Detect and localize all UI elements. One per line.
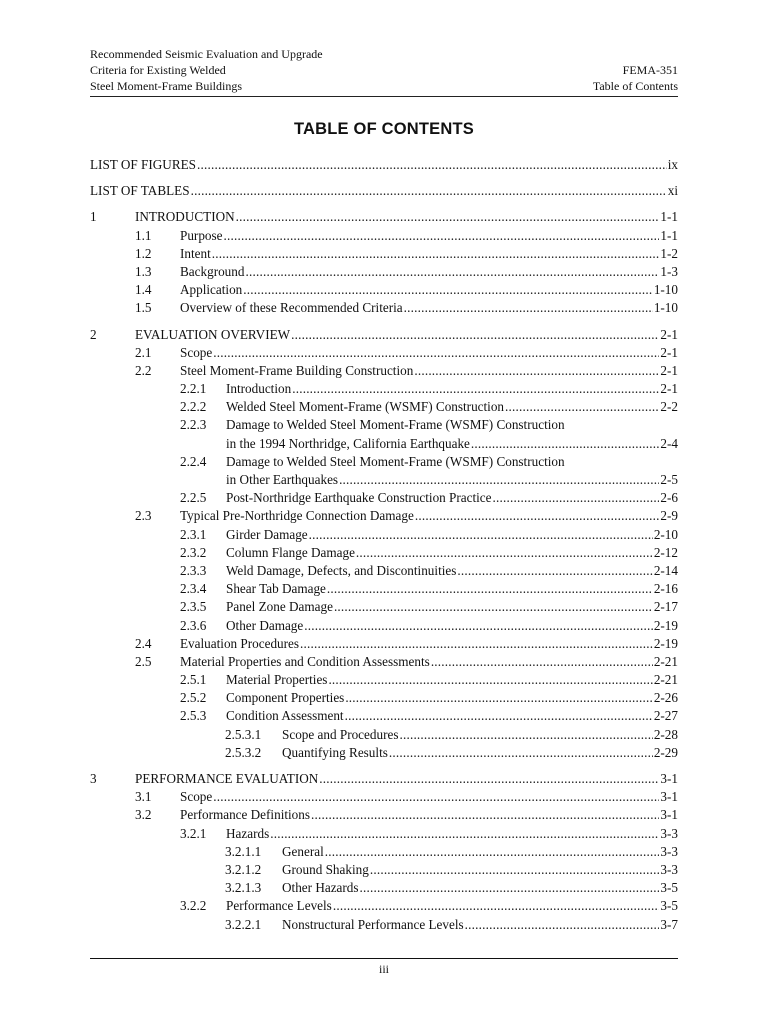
toc-entry-title: PERFORMANCE EVALUATION [135,770,319,788]
toc-entry-title: Overview of these Recommended Criteria [180,299,404,317]
dot-leader [370,861,660,879]
toc-entry[interactable] [90,580,678,598]
dot-leader [212,245,660,263]
dot-leader [471,435,660,453]
toc-entry[interactable] [90,671,678,689]
toc-entry-number: 2.5 [135,653,152,669]
toc-entry-number: 2.3 [135,508,152,524]
dot-leader [270,825,659,843]
toc-entry-title: Performance Definitions [180,806,311,824]
toc-entry-title: Purpose [180,227,224,245]
running-header-left [90,46,323,94]
header-left-line: Steel Moment-Frame Buildings [90,79,242,93]
dot-leader [292,380,659,398]
toc-entry[interactable] [90,182,678,200]
toc-entry-number: 1.4 [135,282,152,298]
toc-entry-number: 2.2.3 [180,417,207,433]
footer-rule [90,958,678,959]
toc-entry-number: 2.5.3.1 [225,726,262,742]
toc-entry-page: 1-10 [653,282,678,298]
toc-entry-title: Steel Moment-Frame Building Construction [180,362,414,380]
dot-leader [457,562,652,580]
table-of-contents [90,156,678,934]
toc-entry-page: ix [667,157,678,172]
dot-leader [415,507,660,525]
dot-leader [339,471,659,489]
toc-entry-page: 2-27 [653,708,678,724]
toc-entry-page: 2-26 [653,690,678,706]
toc-entry-page: 3-5 [660,898,678,914]
toc-entry[interactable] [90,471,678,489]
toc-entry-page: 3-7 [660,916,678,932]
toc-entry-title: Ground Shaking [282,861,370,879]
toc-entry-title: Other Damage [226,617,304,635]
header-left-line: Criteria for Existing Welded [90,63,226,77]
dot-leader [327,580,653,598]
toc-entry-number: 1.1 [135,227,152,243]
toc-entry-title: Post-Northridge Earthquake Construction Practice [226,489,493,507]
running-header-right [593,46,678,94]
toc-entry-title: Damage to Welded Steel Moment-Frame (WSMF) Construction [226,453,566,471]
dot-leader [360,879,660,897]
toc-entry-page: 2-4 [660,435,678,451]
toc-entry-title: Typical Pre-Northridge Connection Damage [180,507,415,525]
toc-entry[interactable] [90,245,678,263]
toc-entry[interactable] [90,380,678,398]
page-number: iii [378,962,389,976]
toc-entry-title: Introduction [226,380,292,398]
toc-entry-page: 3-1 [660,789,678,805]
toc-entry-page: 2-6 [660,490,678,506]
toc-entry[interactable] [90,263,678,281]
toc-entry[interactable] [90,299,678,317]
dot-leader [319,770,659,788]
toc-entry[interactable] [90,416,678,434]
toc-entry[interactable] [90,544,678,562]
toc-entry[interactable] [90,156,678,174]
toc-entry-number: 1.5 [135,300,152,316]
toc-entry[interactable] [90,806,678,824]
toc-entry-number: 3 [90,771,97,786]
dot-leader [505,398,659,416]
toc-entry-title: Material Properties [226,671,328,689]
toc-entry[interactable] [90,208,678,226]
toc-entry[interactable] [90,398,678,416]
toc-entry-title: Welded Steel Moment-Frame (WSMF) Construction [226,398,505,416]
toc-entry-title: Shear Tab Damage [226,580,327,598]
dot-leader [431,653,653,671]
dot-leader [404,299,653,317]
toc-entry-page: 2-1 [660,362,678,378]
dot-leader [334,598,653,616]
toc-entry[interactable] [90,916,678,934]
toc-entry-number: 1.2 [135,245,152,261]
page-title: TABLE OF CONTENTS [293,120,474,138]
toc-entry-title: Application [180,281,243,299]
toc-entry-number: 1.3 [135,263,152,279]
toc-entry-title: EVALUATION OVERVIEW [135,326,291,344]
toc-entry-page: xi [667,183,678,199]
toc-entry[interactable] [90,861,678,879]
toc-entry-number: 2.2.1 [180,381,207,397]
dot-leader [213,344,659,362]
toc-entry[interactable] [90,689,678,707]
toc-entry[interactable] [90,598,678,616]
toc-entry-title: in Other Earthquakes [226,471,339,489]
toc-entry-number: 3.2.1 [180,825,207,841]
toc-entry-page: 2-5 [660,472,678,487]
toc-entry[interactable] [90,825,678,843]
toc-entry[interactable] [90,227,678,245]
toc-entry[interactable] [90,281,678,299]
dot-leader [309,526,653,544]
dot-leader [197,156,667,174]
toc-entry[interactable] [90,362,678,380]
toc-entry-title: Scope and Procedures [282,726,399,744]
toc-entry-page: 3-5 [660,880,678,896]
toc-entry-number: 2.1 [135,344,152,360]
toc-entry-title: Component Properties [226,689,345,707]
toc-entry-title: Other Hazards [282,879,360,897]
dot-leader [236,208,660,226]
toc-entry-page: 2-19 [653,617,678,633]
toc-entry[interactable] [90,788,678,806]
toc-entry-number: 3.2.2 [180,898,207,914]
toc-entry-page: 2-10 [653,526,678,542]
toc-entry-number: 2.2.4 [180,453,207,469]
header-rule [90,96,678,97]
dot-leader [304,617,653,635]
toc-entry-title: Column Flange Damage [226,544,356,562]
toc-entry-page: 2-1 [660,381,678,397]
toc-entry-number: 2.3.3 [180,562,207,578]
toc-entry-number: 2.3.5 [180,599,207,615]
toc-entry-number: 2.5.2 [180,690,207,706]
toc-entry-number: 2.2.2 [180,399,207,415]
toc-entry-number: 3.1 [135,789,152,805]
toc-entry-page: 1-10 [653,300,678,316]
dot-leader [399,726,652,744]
toc-entry[interactable] [90,879,678,897]
toc-entry-page: 2-28 [653,726,678,742]
toc-entry[interactable] [90,435,678,453]
dot-leader [389,744,653,762]
toc-entry-number: 2.4 [135,635,152,651]
toc-entry-page: 2-21 [653,653,678,669]
dot-leader [291,326,659,344]
toc-entry-title: Girder Damage [226,526,309,544]
toc-entry[interactable] [90,562,678,580]
toc-entry-title: LIST OF FIGURES [90,156,197,174]
toc-entry-title: Weld Damage, Defects, and Discontinuities [226,562,457,580]
dot-leader [191,182,667,200]
dot-leader [243,281,653,299]
toc-entry[interactable] [90,897,678,915]
toc-entry-title: Nonstructural Performance Levels [282,916,465,934]
toc-entry-page: 3-1 [660,807,678,823]
toc-entry-title: LIST OF TABLES [90,182,191,200]
toc-entry-number: 3.2.1.1 [225,843,262,859]
dot-leader [245,263,659,281]
toc-entry-page: 1-1 [660,209,678,225]
toc-entry-title: Material Properties and Condition Assessments [180,653,431,671]
dot-leader [345,689,653,707]
toc-entry[interactable] [90,526,678,544]
dot-leader [345,707,653,725]
toc-entry-title: Intent [180,245,212,263]
header-right-spacer [593,46,678,62]
dot-leader [300,635,653,653]
toc-entry-number: 1 [90,209,97,225]
toc-entry[interactable] [90,770,678,788]
dot-leader [224,227,660,245]
toc-entry[interactable] [90,726,678,744]
toc-entry-title: Performance Levels [226,897,333,915]
toc-entry-number: 2.3.4 [180,581,207,597]
toc-entry-page: 2-12 [653,544,678,560]
toc-entry[interactable] [90,617,678,635]
toc-entry[interactable] [90,453,678,471]
toc-entry[interactable] [90,489,678,507]
toc-entry[interactable] [90,744,678,762]
toc-entry-title: INTRODUCTION [135,208,236,226]
toc-entry-number: 2.2 [135,362,152,378]
toc-entry-number: 2.5.3.2 [225,744,262,760]
toc-entry-page: 2-2 [660,399,678,415]
toc-entry-number: 2.5.1 [180,672,207,688]
dot-leader [493,489,660,507]
toc-entry[interactable] [90,653,678,671]
toc-entry-number: 2 [90,326,97,342]
toc-entry[interactable] [90,344,678,362]
toc-entry-page: 2-21 [653,672,678,688]
toc-entry-title: Condition Assessment [226,707,345,725]
header-doc-id: FEMA-351 [622,63,678,77]
toc-entry-page: 1-3 [660,263,678,279]
dot-leader [311,806,659,824]
toc-entry-number: 2.2.5 [180,490,207,506]
toc-entry-title: Scope [180,788,213,806]
dot-leader [213,788,659,806]
toc-entry-title: Damage to Welded Steel Moment-Frame (WSMF) Construction [226,416,566,434]
toc-entry[interactable] [90,707,678,725]
toc-entry[interactable] [90,507,678,525]
toc-entry-number: 3.2.2.1 [225,916,262,932]
toc-entry-page: 2-1 [660,344,678,360]
toc-entry-title: Hazards [226,825,270,843]
dot-leader [325,843,660,861]
toc-entry-page: 3-3 [660,843,678,859]
toc-entry-page: 3-3 [660,825,678,841]
toc-entry-title: Evaluation Procedures [180,635,300,653]
toc-entry-title: Background [180,263,245,281]
dot-leader [356,544,653,562]
toc-entry-page: 2-9 [660,508,678,524]
toc-entry-page: 1-2 [660,245,678,261]
header-left-line: Recommended Seismic Evaluation and Upgrade [90,47,323,61]
dot-leader [333,897,660,915]
toc-entry-title: Scope [180,344,213,362]
toc-entry-page: 2-1 [660,326,678,342]
toc-entry-title: Quantifying Results [282,744,389,762]
toc-entry-number: 2.5.3 [180,708,207,724]
toc-entry[interactable] [90,635,678,653]
toc-entry-number: 2.3.2 [180,544,207,560]
header-section-name: Table of Contents [592,79,678,93]
toc-entry-page: 2-16 [653,581,678,597]
toc-entry-number: 3.2 [135,807,152,823]
toc-entry-number: 2.3.1 [180,526,207,542]
toc-entry-title: in the 1994 Northridge, California Earthquake [226,435,471,453]
toc-entry-title: Panel Zone Damage [226,598,334,616]
dot-leader [414,362,659,380]
toc-entry-page: 2-19 [653,635,678,651]
toc-entry-number: 3.2.1.3 [225,880,262,896]
toc-entry[interactable] [90,843,678,861]
toc-entry-number: 3.2.1.2 [225,861,262,877]
toc-entry-number: 2.3.6 [180,617,207,633]
toc-entry-page: 3-3 [660,861,678,877]
toc-entry-page: 1-1 [660,227,678,243]
dot-leader [328,671,652,689]
toc-entry-page: 2-14 [653,562,678,578]
dot-leader [465,916,660,934]
toc-entry-title: General [282,843,325,861]
toc-entry-page: 2-17 [653,599,678,615]
toc-entry[interactable] [90,326,678,344]
toc-entry-page: 3-1 [660,771,678,786]
toc-entry-page: 2-29 [653,744,678,760]
